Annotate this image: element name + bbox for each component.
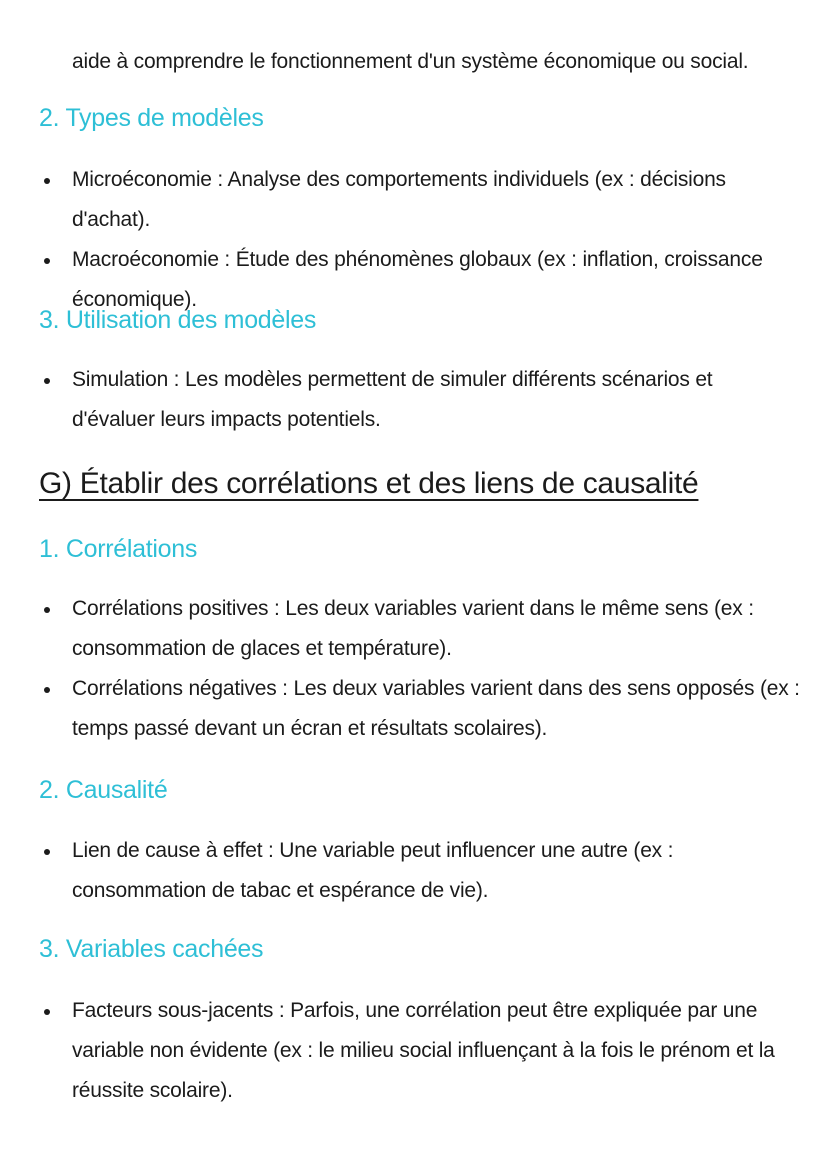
list-types-modeles (0, 160, 800, 320)
subheading-utilisation-modeles: 3. Utilisation des modèles (39, 306, 317, 334)
subheading-correlations: 1. Corrélations (39, 535, 198, 563)
subheading-types-modeles: 2. Types de modèles (39, 104, 264, 132)
subheading-causalite: 2. Causalité (39, 776, 168, 804)
section-title-g: G) Établir des corrélations et des liens de causalité (39, 467, 699, 500)
intro-paragraph: aide à comprendre le fonctionnement d'un système économique ou social. (72, 50, 749, 73)
list-item: Corrélations positives : Les deux variables varient dans le même sens (ex : consommation de glaces et température). (0, 589, 800, 669)
list-item: Macroéconomie : Étude des phénomènes globaux (ex : inflation, croissance économique). (0, 240, 800, 320)
list-variables-cachees (0, 991, 800, 1111)
list-utilisation-modeles (0, 360, 800, 440)
list-item: Lien de cause à effet : Une variable peut influencer une autre (ex : consommation de tabac et espérance de vie). (0, 831, 800, 911)
list-correlations (0, 589, 800, 749)
list-item: Microéconomie : Analyse des comportements individuels (ex : décisions d'achat). (0, 160, 800, 240)
list-item: Facteurs sous-jacents : Parfois, une corrélation peut être expliquée par une variable non évidente (ex : le milieu social influençant à la fois le prénom et la réussite scolaire). (0, 991, 800, 1111)
list-causalite (0, 831, 800, 911)
list-item: Corrélations négatives : Les deux variables varient dans des sens opposés (ex : temps passé devant un écran et résultats scolaires). (0, 669, 800, 749)
subheading-variables-cachees: 3. Variables cachées (39, 935, 264, 963)
list-item: Simulation : Les modèles permettent de simuler différents scénarios et d'évaluer leurs impacts potentiels. (0, 360, 800, 440)
